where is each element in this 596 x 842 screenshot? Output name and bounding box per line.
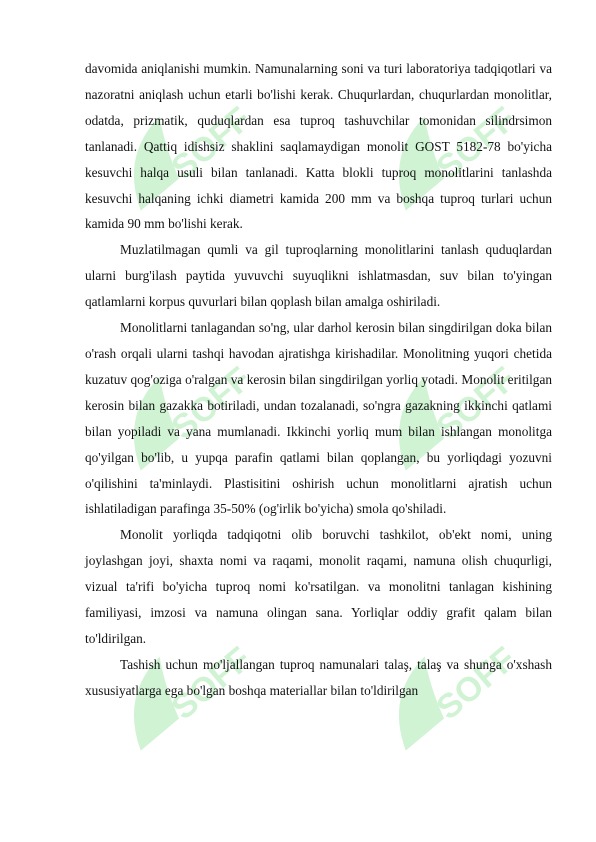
paragraph: Monolit yorliqda tadqiqotni olib boruvchi tashkilot, ob'ekt nomi, uning joylashgan joyi, shaxta nomi va raqami, monolit raqami, namuna olish chuqurligi, vizual ta'rifi bo'yicha tuproq nomi ko'rsatilgan. va monolitni tanlagan kishining familiyasi, imzosi va namuna olingan sana. Yorliqlar oddiy grafit qalam bilan to'ldirilgan. [85, 527, 552, 646]
svg-text:SOFF: SOFF [164, 359, 259, 448]
svg-text:SOFF: SOFF [429, 639, 524, 728]
svg-text:SOFF: SOFF [164, 639, 259, 728]
paragraph: Monolitlarni tanlagandan so'ng, ular darhol kerosin bilan singdirilgan doka bilan o'rash orqali ularni tashqi havodan ajratishga kirishadilar. Monolitning yuqori chetida kuzatuv qog'oziga o'ralgan va kerosin bilan singdirilgan yorliq yotadi. Monolit eritilgan kerosin bilan gazakka botiriladi, undan tozalanadi, so'ngra gazakning ikkinchi qatlami bilan yopiladi va yana mumlanadi. Ikkinchi yorliq mum bilan ishlangan monolitga qo'yilgan bo'lib, u yupqa parafin qatlami bilan qoplangan, bu yorliqdagi yozuvni o'qilishini ta'minlaydi. Plastisitini oshirish uchun monolitlarni ajratish uchun ishlatiladigan parafinga 35-50% (og'irlik bo'yicha) smola qo'shiladi. [85, 320, 552, 517]
svg-text:SOFF: SOFF [429, 99, 524, 188]
body-text [85, 56, 552, 704]
paragraph: davomida aniqlanishi mumkin. Namunalarning soni va turi laboratoriya tadqiqotlari va nazoratni aniqlash uchun etarli bo'lishi kerak. Chuqurlardan, chuqurlardan monolitlar, odatda, prizmatik, quduqlardan esa tuproq tashuvchilar tomonidan silindrsimon tanlanadi. Qattiq idishsiz shaklini saqlamaydigan monolit GOST 5182-78 bo'yicha kesuvchi halqa usuli bilan tanlanadi. Katta blokli tuproq monolitlarini tanlashda kesuvchi halqaning ichki diametri kamida 200 mm va boshqa tuproq turlari uchun kamida 90 mm bo'lishi kerak. [85, 61, 552, 232]
paragraph: Muzlatilmagan qumli va gil tuproqlarning monolitlarini tanlash quduqlardan ularni burg'ilash paytida yuvuvchi suyuqlikni ishlatmasdan, suv bilan to'yingan qatlamlarni korpus quvurlari bilan qoplash bilan amalga oshiriladi. [85, 242, 552, 310]
paragraph: Tashish uchun mo'ljallangan tuproq namunalari talaş, talaş va shunga o'xshash xususiyatlarga ega bo'lgan boshqa materiallar bilan to'ldirilgan [85, 656, 552, 698]
svg-text:SOFF: SOFF [429, 359, 524, 448]
svg-text:SOFF: SOFF [164, 99, 259, 188]
